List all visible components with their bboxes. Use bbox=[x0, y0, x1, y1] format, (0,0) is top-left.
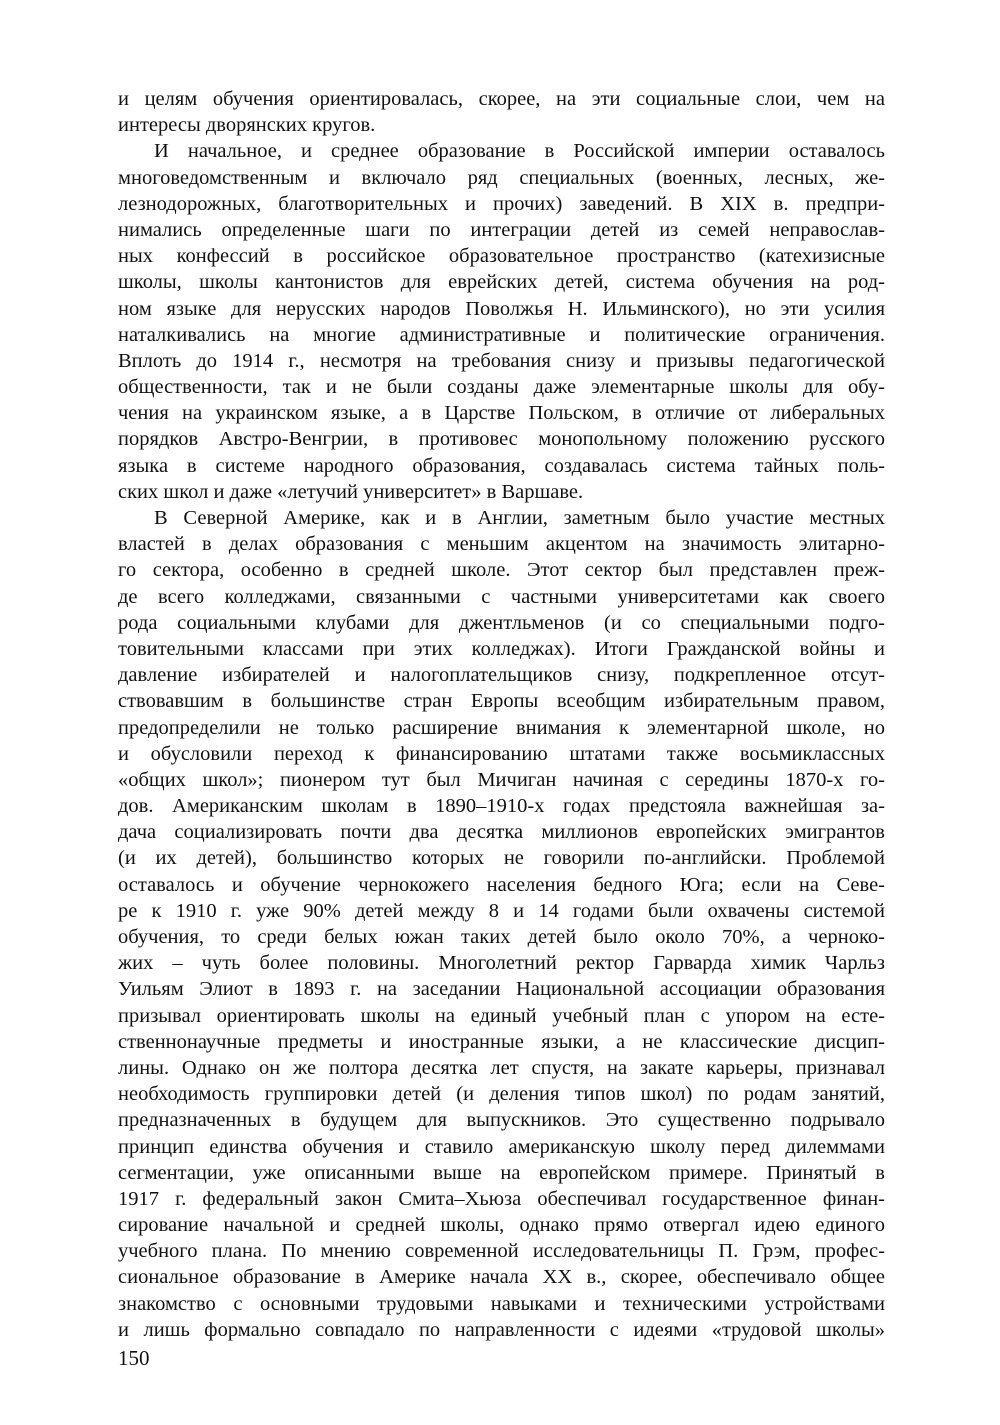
page-number: 150 bbox=[118, 1346, 150, 1370]
text-line: дов. Американским школам в 1890–1910-х годах предстояла важнейшая за- bbox=[118, 795, 885, 818]
text-line: нимались определенные шаги по интеграции детей из семей неправослав- bbox=[118, 218, 885, 241]
text-line: лезнодорожных, благотворительных и прочих) заведений. В XIX в. предпри- bbox=[118, 192, 885, 215]
text-line: Уильям Элиот в 1893 г. на заседании Национальной ассоциации образования bbox=[118, 978, 885, 1001]
text-line: ственнонаучные предметы и иностранные языки, а не классические дисцип- bbox=[118, 1030, 885, 1053]
text-line: сирование начальной и средней школы, однако прямо отвергал идею единого bbox=[118, 1214, 885, 1237]
text-line: и целям обучения ориентировалась, скорее, на эти социальные слои, чем на bbox=[118, 88, 885, 110]
text-line: «общих школ»; пионером тут был Мичиган начиная с середины 1870-х го- bbox=[118, 768, 885, 791]
text-line: языка в системе народного образования, создавалась система тайных поль- bbox=[118, 454, 885, 477]
text-line: и обусловили переход к финансированию штатами также восьмиклассных bbox=[118, 742, 885, 765]
text-line: властей в делах образования с меньшим акцентом на значимость элитарно- bbox=[118, 533, 885, 556]
text-line: предназначенных в будущем для выпускников. Это существенно подрывало bbox=[118, 1109, 885, 1132]
text-line: наталкивались на многие административные и политические ограничения. bbox=[118, 323, 885, 346]
text-line: ном языке для нерусских народов Поволжья Н. Ильминского), но эти усилия bbox=[118, 297, 885, 320]
text-line: лины. Однако он же полтора десятка лет спустя, на закате карьеры, признавал bbox=[118, 1056, 885, 1079]
text-line: дача социализировать почти два десятка миллионов европейских эмигрантов bbox=[118, 821, 885, 844]
text-line: многоведомственным и включало ряд специальных (военных, лесных, же- bbox=[118, 166, 885, 189]
text-line: чения на украинском языке, а в Царстве Польском, в отличие от либеральных bbox=[118, 402, 885, 425]
text-line: обучения, то среди белых южан таких детей было около 70%, а чернoко- bbox=[118, 926, 885, 948]
text-line: давление избирателей и налогоплательщиков снизу, подкрепленное отсут- bbox=[118, 664, 885, 687]
text-line: призывал ориентировать школы на единый учебный план с упором на есте- bbox=[118, 1004, 885, 1027]
text-line: 1917 г. федеральный закон Смита–Хьюза обеспечивал государственное финан- bbox=[118, 1187, 885, 1210]
text-line: предопределили не только расширение внимания к элементарной школе, но bbox=[118, 716, 885, 739]
body-text bbox=[118, 86, 885, 1343]
text-line: рода социальными клубами для джентльменов (и со специальными подго- bbox=[118, 611, 885, 634]
text-line: де всего колледжами, связанными с частными университетами как своего bbox=[118, 585, 885, 608]
text-line: принцип единства обучения и ставило американскую школу перед дилеммами bbox=[118, 1135, 885, 1158]
text-line: жих – чуть более половины. Многолетний ректор Гарварда химик Чарльз bbox=[118, 952, 885, 975]
paragraph bbox=[118, 86, 885, 138]
text-line: товительными классами при этих колледжах). Итоги Гражданской войны и bbox=[118, 637, 885, 660]
text-line: необходимость группировки детей (и деления типов школ) по родам занятий, bbox=[118, 1083, 885, 1106]
text-line: Вплоть до 1914 г., несмотря на требования снизу и призывы педагогической bbox=[118, 349, 885, 372]
text-line: оставалось и обучение чернокожего населения бедного Юга; если на Севе- bbox=[118, 873, 885, 896]
text-line: порядков Австро-Венгрии, в противовес монопольному положению русского bbox=[118, 428, 885, 451]
text-line: учебного плана. По мнению современной исследовательницы П. Грэм, профес- bbox=[118, 1240, 885, 1263]
text-line: (и их детей), большинство которых не говорили по-английски. Проблемой bbox=[118, 847, 885, 870]
text-line: общественности, так и не были созданы даже элементарные школы для обу- bbox=[118, 376, 885, 399]
text-line: знакомство с основными трудовыми навыками и техническими устройствами bbox=[118, 1292, 885, 1315]
paragraph bbox=[118, 138, 885, 505]
text-line: ре к 1910 г. уже 90% детей между 8 и 14 годами были охвачены системой bbox=[118, 899, 885, 922]
text-line: В Северной Америке, как и в Англии, заметным было участие местных bbox=[154, 507, 885, 529]
text-line: сиональное образование в Америке начала XX в., скорее, обеспечивало общее bbox=[118, 1266, 885, 1289]
text-line: го сектора, особенно в средней школе. Этот сектор был представлен преж- bbox=[118, 559, 885, 582]
paragraph bbox=[118, 505, 885, 1343]
text-line: ских школ и даже «летучий университет» в Варшаве. bbox=[118, 480, 584, 503]
text-line: сегментации, уже описанными выше на европейском примере. Принятый в bbox=[118, 1161, 885, 1184]
text-line: ных конфессий в российское образовательное пространство (катехизисные bbox=[118, 245, 885, 268]
text-line: школы, школы кантонистов для еврейских детей, система обучения на род- bbox=[118, 271, 885, 294]
text-line: ствовавшим в большинстве стран Европы всеобщим избирательным правом, bbox=[118, 690, 885, 713]
text-line: И начальное, и среднее образование в Российской империи оставалось bbox=[154, 140, 885, 163]
text-line: и лишь формально совпадало по направленности с идеями «трудовой школы» bbox=[118, 1318, 885, 1341]
text-line: интересы дворянских кругов. bbox=[118, 114, 376, 137]
